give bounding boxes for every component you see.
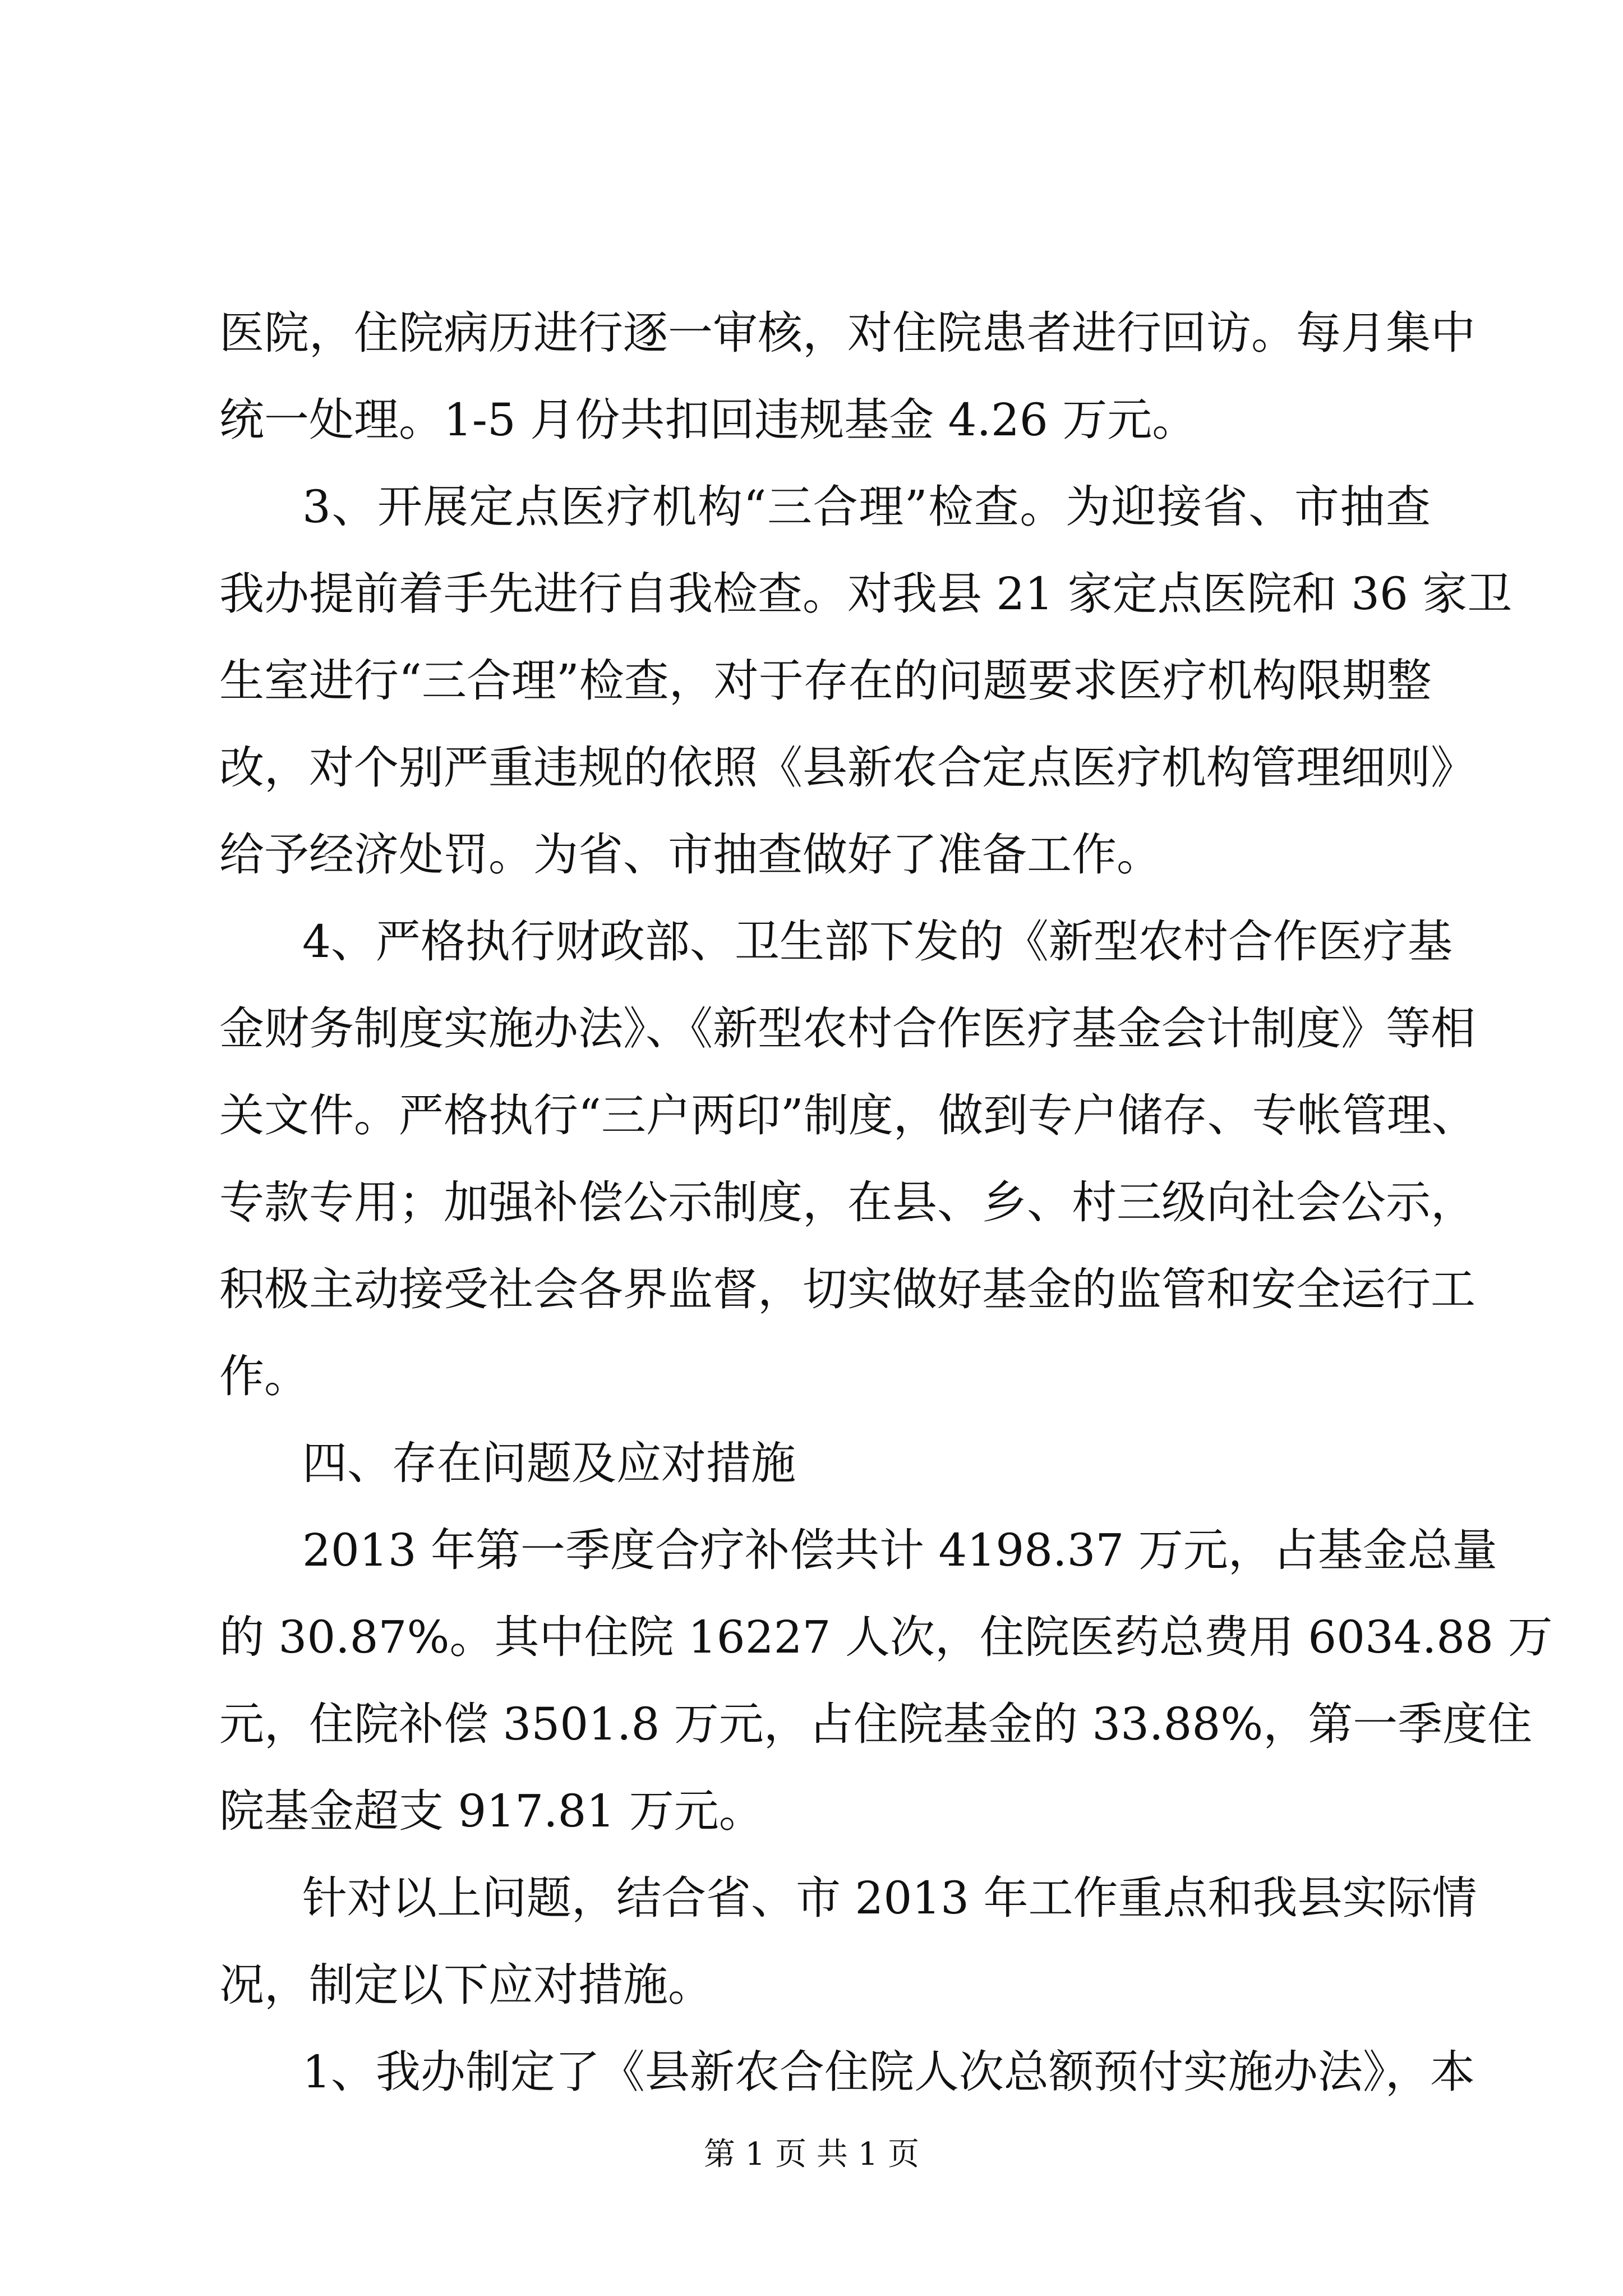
text-line: 况，制定以下应对措施。 <box>219 1959 713 2011</box>
text-line: 专款专用；加强补偿公示制度，在县、乡、村三级向社会公示， <box>219 1176 1476 1228</box>
text-line: 1、我办制定了《县新农合住院人次总额预付实施办法》，本 <box>302 2046 1475 2098</box>
section-heading: 四、存在问题及应对措施 <box>302 1437 796 1489</box>
text-line: 统一处理。1-5 月份共扣回违规基金 4.26 万元。 <box>219 394 1197 446</box>
text-line: 2013 年第一季度合疗补偿共计 4198.37 万元，占基金总量 <box>302 1524 1497 1576</box>
text-line: 元，住院补偿 3501.8 万元，占住院基金的 33.88%，第一季度住 <box>219 1698 1533 1750</box>
text-line: 院基金超支 917.81 万元。 <box>219 1785 764 1837</box>
text-line: 关文件。严格执行“三户两印”制度，做到专户储存、专帐管理、 <box>219 1089 1477 1142</box>
text-line: 我办提前着手先进行自我检查。对我县 21 家定点医院和 36 家卫 <box>219 568 1513 620</box>
text-line: 4、严格执行财政部、卫生部下发的《新型农村合作医疗基 <box>302 915 1453 968</box>
text-line: 针对以上问题，结合省、市 2013 年工作重点和我县实际情 <box>302 1872 1477 1924</box>
text-line: 金财务制度实施办法》、《新型农村合作医疗基金会计制度》等相 <box>219 1002 1476 1055</box>
text-line: 3、开展定点医疗机构“三合理”检查。为迎接省、市抽查 <box>302 481 1431 533</box>
text-line: 作。 <box>219 1350 309 1402</box>
page-number-footer: 第 1 页 共 1 页 <box>703 2136 920 2173</box>
text-line: 改，对个别严重违规的依照《县新农合定点医疗机构管理细则》 <box>219 742 1476 794</box>
text-line: 生室进行“三合理”检查，对于存在的问题要求医疗机构限期整 <box>219 655 1432 707</box>
text-line: 的 30.87%。其中住院 16227 人次，住院医药总费用 6034.88 万 <box>219 1611 1553 1663</box>
text-line: 积极主动接受社会各界监督，切实做好基金的监管和安全运行工 <box>219 1263 1476 1315</box>
text-line: 医院，住院病历进行逐一审核，对住院患者进行回访。每月集中 <box>219 307 1476 359</box>
text-line: 给予经济处罚。为省、市抽查做好了准备工作。 <box>219 829 1161 881</box>
